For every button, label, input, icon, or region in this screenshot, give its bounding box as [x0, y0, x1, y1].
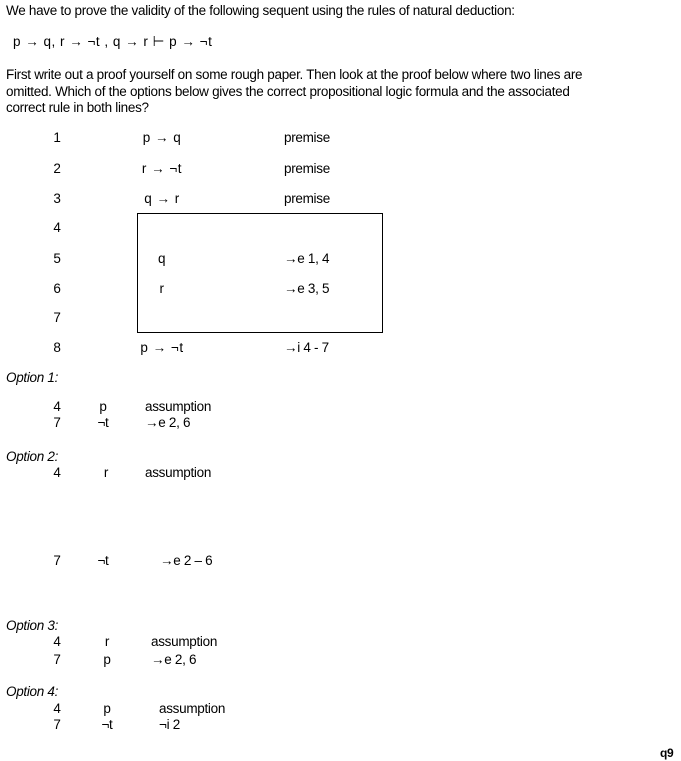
proof-line-number: 4: [53, 220, 61, 235]
proof-line-number: 2: [53, 161, 61, 176]
option-rule: →e 2, 6: [151, 652, 197, 667]
option-rule: assumption: [145, 399, 212, 414]
option-rule: assumption: [145, 465, 212, 480]
option-formula: ¬t: [97, 415, 109, 430]
option-rule: ¬i 2: [159, 717, 180, 732]
option-line-number: 7: [53, 553, 61, 568]
option-line-number: 4: [53, 634, 61, 649]
option-formula: p: [103, 652, 111, 667]
proof-line-number: 3: [53, 191, 61, 206]
proof-formula: p → ¬t: [140, 340, 184, 355]
page-label: q9: [660, 746, 674, 760]
proof-rule: premise: [284, 130, 330, 145]
option-label: Option 4:: [6, 684, 59, 699]
proof-line-number: 8: [53, 340, 61, 355]
proof-formula: r: [159, 281, 165, 296]
option-line-number: 4: [53, 465, 61, 480]
proof-rule: premise: [284, 161, 330, 176]
option-label: Option 1:: [6, 370, 59, 385]
option-line-number: 7: [53, 717, 61, 732]
option-rule: →e 2, 6: [145, 415, 191, 430]
proof-formula: r → ¬t: [141, 161, 183, 176]
option-formula: r: [104, 634, 110, 649]
option-label: Option 2:: [6, 449, 59, 464]
proof-formula: q: [157, 251, 167, 266]
subproof-box: [137, 213, 383, 333]
proof-rule: premise: [284, 191, 330, 206]
option-label: Option 3:: [6, 618, 59, 633]
sequent: p → q, r → ¬t , q → r ⊢ p → ¬t: [13, 34, 213, 49]
option-formula: r: [103, 465, 109, 480]
proof-line-number: 5: [53, 251, 61, 266]
instructions-line: First write out a proof yourself on some rough paper. Then look at the proof below where two lines are: [6, 67, 583, 82]
proof-line-number: 1: [53, 130, 61, 145]
proof-formula: p → q: [142, 130, 182, 145]
option-rule: assumption: [159, 701, 226, 716]
option-formula: ¬t: [97, 553, 109, 568]
option-formula: p: [103, 701, 111, 716]
instructions-line: correct rule in both lines?: [6, 100, 149, 115]
proof-line-number: 6: [53, 281, 61, 296]
option-rule: →e 2 – 6: [160, 553, 213, 568]
proof-rule: →e 1, 4: [284, 251, 330, 266]
option-line-number: 7: [53, 415, 61, 430]
option-line-number: 7: [53, 652, 61, 667]
proof-formula: q → r: [144, 191, 180, 206]
option-formula: ¬t: [101, 717, 113, 732]
option-rule: assumption: [151, 634, 218, 649]
option-line-number: 4: [53, 701, 61, 716]
option-formula: p: [99, 399, 107, 414]
intro-text: We have to prove the validity of the following sequent using the rules of natural deduction:: [6, 3, 515, 18]
proof-line-number: 7: [53, 310, 61, 325]
option-line-number: 4: [53, 399, 61, 414]
proof-rule: →e 3, 5: [284, 281, 330, 296]
proof-rule: →i 4 - 7: [284, 340, 329, 355]
instructions-line: omitted. Which of the options below gives the correct propositional logic formula and the associated: [6, 84, 570, 99]
